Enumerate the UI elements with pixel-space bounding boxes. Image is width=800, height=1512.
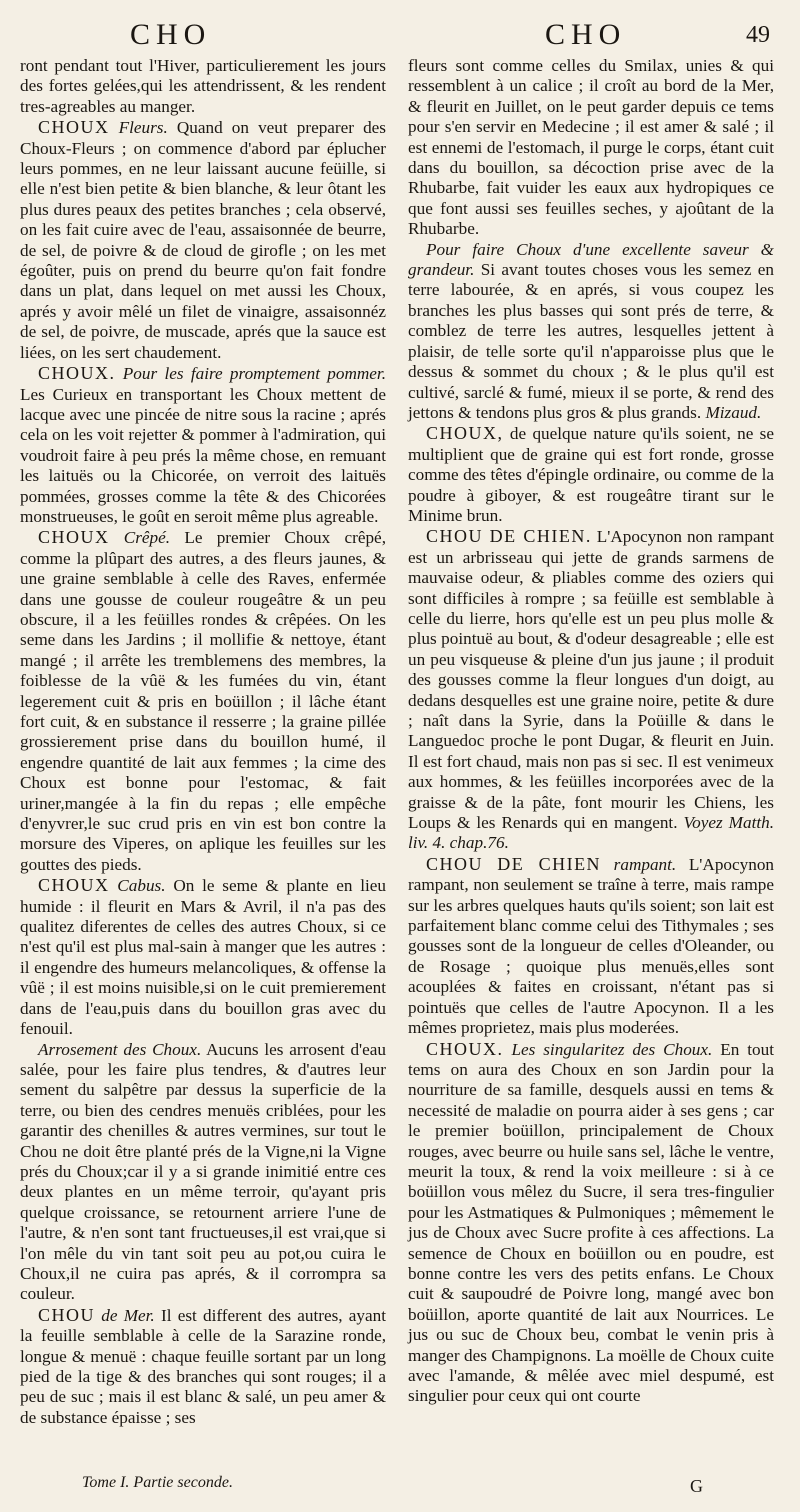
entry-author: Mizaud. — [705, 402, 762, 422]
article-paragraph — [408, 854, 774, 1039]
article-paragraph — [20, 1040, 386, 1305]
entry-body: de quelque nature qu'ils soient, ne se multiplient que de graine qui est fort ronde, grosse comme des têtes d'épingle ordinaire, ou comme de la poudre à giboyer, & est rougeâtre tirant sur le Minime brun. — [408, 424, 774, 525]
entry-subheading: rampant. — [613, 854, 677, 874]
entry-body: Si avant toutes choses vous les semez en terre labourée, & en aprés, si vous coupez les branches les plus basses qui sont prés de terre, & comblez de terre les autres, lesquelles jettent à plaisir, de telle sorte qu'il n'apparoisse plus que le dessus & sommet du choux ; & le plus qu'il est cultivé, sarclé & fumé, mieux il se porte, & rend des jettons & tendons plus gros & plus grands. — [408, 260, 774, 422]
entry-subheading: de Mer. — [101, 1305, 155, 1325]
entry-body: Il est different des autres, ayant la feuille semblable à celle de la Sarazine ronde, longue & menuë : chaque feuille sortant par un long pied de la tige & des branches qui sont rouges; il a peu de suc ; mais il est blanc & salé, un peu amer & de substance épaisse ; ses — [20, 1305, 387, 1427]
entry-subheading: Pour les faire promptement pommer. — [122, 364, 386, 384]
entry-body: Quand on veut preparer des Choux-Fleurs ; on commence d'abord par éplucher leurs pommes, en ne leur laissant aucune feüille, si elle n'est bien petite & bien blanche, & leur ôtant les plus dures peaux des petites branches ; cela observé, on les fait cuire avec de l'eau, assaisonnée de beurre, de sel, de poivre & de cloud de girofle ; on les met égoûter, puis on prend du beurre qu'on fait fondre dans un plat, dans lequel on met aussi les Choux, aprés y avoir mêlé un filet de vinaigre, assaisonnéz de sel, de poivre, de muscade, aprés que la sauce est liées, on les sert chaudement. — [20, 118, 386, 362]
article-paragraph — [20, 527, 386, 875]
article-paragraph — [408, 526, 774, 854]
entry-body: Aucuns les arrosent d'eau salée, pour les faire plus tendres, & d'autres leur sement du salpêtre par dessus la superficie de la terre, ou bien des cendres menuës criblées, pour les garantir des chenilles & autres vermines, sur tout le Chou ne doit être planté prés de la Vigne,ni la Vigne prés du Choux;car il y a si grande inimitié entre ces deux plantes en un même terroir, qu'ayant pris quelque croissance, se retournent arriere l'une de l'autre, & n'en sont tant fructueuses,il est vrai,que si l'on mêle du vin tant soit peu au pot,ou cuira le Choux,il ne cuira pas aprés, & il corrompra sa couleur. — [20, 1039, 386, 1304]
entry-headword: CHOUX. — [38, 363, 116, 384]
entry-body: fleurs sont comme celles du Smilax, unies & qui ressemblent à un calice ; il croît au bord de la Mer, & fleurit en Juillet, on le peut garder depuis ce tems pour s'en servir en Medecine ; il est amer & salé ; il est ennemi de l'estomach, il purge le corps, étant cuit dans du bouillon, sa décoction prise avec de la Rhubarbe, fait vuider les eaux aux hydropiques ce que font aussi ses feuilles seches, y ajoûtant de la Rhubarbe. — [408, 56, 774, 239]
article-paragraph — [408, 1039, 774, 1407]
entry-body: ront pendant tout l'Hiver, particulierement les jours des fortes gelées,qui les attendrissent, & les rendent tres-agreables au manger. — [20, 56, 386, 116]
signature-line: Tome I. Partie seconde. — [82, 1474, 233, 1491]
left-column — [20, 56, 386, 1428]
entry-subheading: Les singularitez des Choux. — [511, 1039, 713, 1059]
entry-body: L'Apocynon rampant, non seulement se traîne à terre, mais rampe sur les arbres quelques hauts qu'ils soient; son lait est parfaitement blanc comme celui des Tithymales ; ses gousses sont de la longueur de celles d'Oleander, ou de Rosage ; quoique plus menuës,elles sont acouplées & faites en croissant, n'étant pas si pointuës que celles de l'autre Apocynon. Il a les mêmes proprietez, mais plus moderées. — [408, 854, 775, 1038]
entry-headword: CHOUX — [38, 527, 110, 548]
entry-headword: CHOUX — [38, 117, 110, 138]
page-number: 49 — [746, 22, 770, 48]
entry-body: Le premier Choux crêpé, comme la plûpart des autres, a des fleurs jaunes, & une graine semblable à celle des Raves, enfermée dans une gousse de couleur rougeâtre & un peu obscure, il a les feüilles rondes & crêpées. On les seme dans les Jardins ; il mollifie & nettoye, étant mangé ; il arrête les tremblemens des membres, la foiblesse de la vûë & les fumées du vin, étant legerement cuit & pris en boüillon ; il lâche étant fort cuit, & en substance il resserre ; la graine pillée grossierement prise dans du bouillon humé, il engendre quantité de lait aux femmes ; la cime des Choux est bonne pour l'estomac, & fait uriner,mangée à la fin du repas ; elle empêche d'enyvrer,le suc crud pris en vin est bon contre la morsure des Viperes, on aplique les feuilles sur les gouttes des pieds. — [20, 528, 386, 874]
entry-subheading: Arrosement des Choux. — [38, 1039, 202, 1059]
article-paragraph — [408, 56, 774, 240]
entry-subheading: Cabus. — [117, 876, 166, 896]
article-paragraph — [20, 875, 386, 1039]
article-paragraph — [408, 423, 774, 526]
running-title-left: CHO — [130, 18, 212, 51]
entry-headword: CHOUX, — [426, 423, 504, 444]
page-header — [0, 14, 800, 62]
entry-body: En tout tems on aura des Choux en son Jardin pour la nourriture de sa famille, desquels aussi en tems & necessité de maladie on pourra aider à ses gens ; car le premier boüillon, principalement de Choux rouges, avec beurre ou huile sans sel, lâche le ventre, meurit la toux, & rend la voix meilleure : si à ce boüillon vous mêlez du Sucre, il sera tres-fingulier pour les Astmatiques & Pulmoniques ; mêmement le jus de Choux avec Sucre profite à ces affections. La semence de Choux en boüillon ou en poudre, est bonne contre les vers des petits enfans. Le Choux cuit & saupoudré de Poivre long, mangé avec bon boüillon, aporte quantité de lait aux Nourrices. Le jus ou suc de Choux beu, combat le venin pris à manger des Champignons. La moëlle de Choux cuite avec l'amande, & mêlée avec miel despumé, est singulier pour ceux qui ont courte — [408, 1039, 774, 1406]
article-paragraph — [20, 1305, 386, 1428]
entry-headword: CHOU DE CHIEN — [426, 853, 602, 874]
article-paragraph — [20, 363, 386, 527]
running-title-right: CHO — [545, 18, 627, 51]
sheet-mark: G — [690, 1476, 703, 1496]
entry-headword: CHOU DE CHIEN. — [426, 526, 592, 547]
entry-body: On le seme & plante en lieu humide : il fleurit en Mars & Avril, il n'a pas des qualitez diferentes de celles des autres Choux, si ce n'est qu'il est plus mal-sain à manger que les autres : il engendre des humeurs melancoliques, & offense la vûë ; il est moins nuisible,si on le cuit premierement dans de l'eau,puis dans du bouillon gras avec du fenouil. — [20, 876, 387, 1039]
article-paragraph — [20, 117, 386, 363]
entry-subheading: Pour faire Choux d'une excellente saveur & grandeur. — [408, 239, 774, 280]
entry-reference: Voyez Matth. liv. 4. chap.76. — [408, 813, 775, 853]
entry-headword: CHOUX. — [426, 1038, 504, 1059]
right-column — [408, 56, 774, 1407]
entry-headword: CHOU — [38, 1304, 96, 1325]
entry-body: L'Apocynon non rampant est un arbrisseau qui jette de grands sarmens de mauvaise odeur, & pliables comme des oziers qui sont difficiles à rompre ; sa feüille est semblable à celle du lierre, hors qu'elle est un peu plus molle & plus pointuë au bout, & d'odeur desagreable ; elle est un peu visqueuse & pleine d'un jus jaune ; il produit des gousses comme la fleur longues d'un doigt, au dedans desquelles est une graine noire, petite & dure ; naît dans la Syrie, dans la Poüille & dans le Languedoc proche le pont Dugar, & fleurit en Juin. Il est fort chaud, mais non pas si sec. Il est venimeux aux hommes, & les feüilles incorporées avec de la graisse & de la pâte, font mourir les Chiens, les Loups & les Renards qui en mangent. — [408, 527, 775, 833]
article-paragraph — [408, 240, 774, 424]
entry-subheading: Fleurs. — [118, 118, 168, 138]
entry-subheading: Crêpé. — [123, 528, 171, 548]
entry-headword: CHOUX — [38, 875, 110, 896]
article-paragraph — [20, 56, 386, 117]
entry-body: Les Curieux en transportant les Choux mettent de lacque avec une pincée de nitre sous la racine ; aprés cela on les voit rejetter & pommer à l'admiration, qui voudroit faire à peu prés la même chose, en remuant les laituës ou la Chicorée, on verroit des laituës pommées, grosses comme la tête & des Chicorées monstrueuses, le goût en seroit même plus agreable. — [20, 384, 386, 526]
